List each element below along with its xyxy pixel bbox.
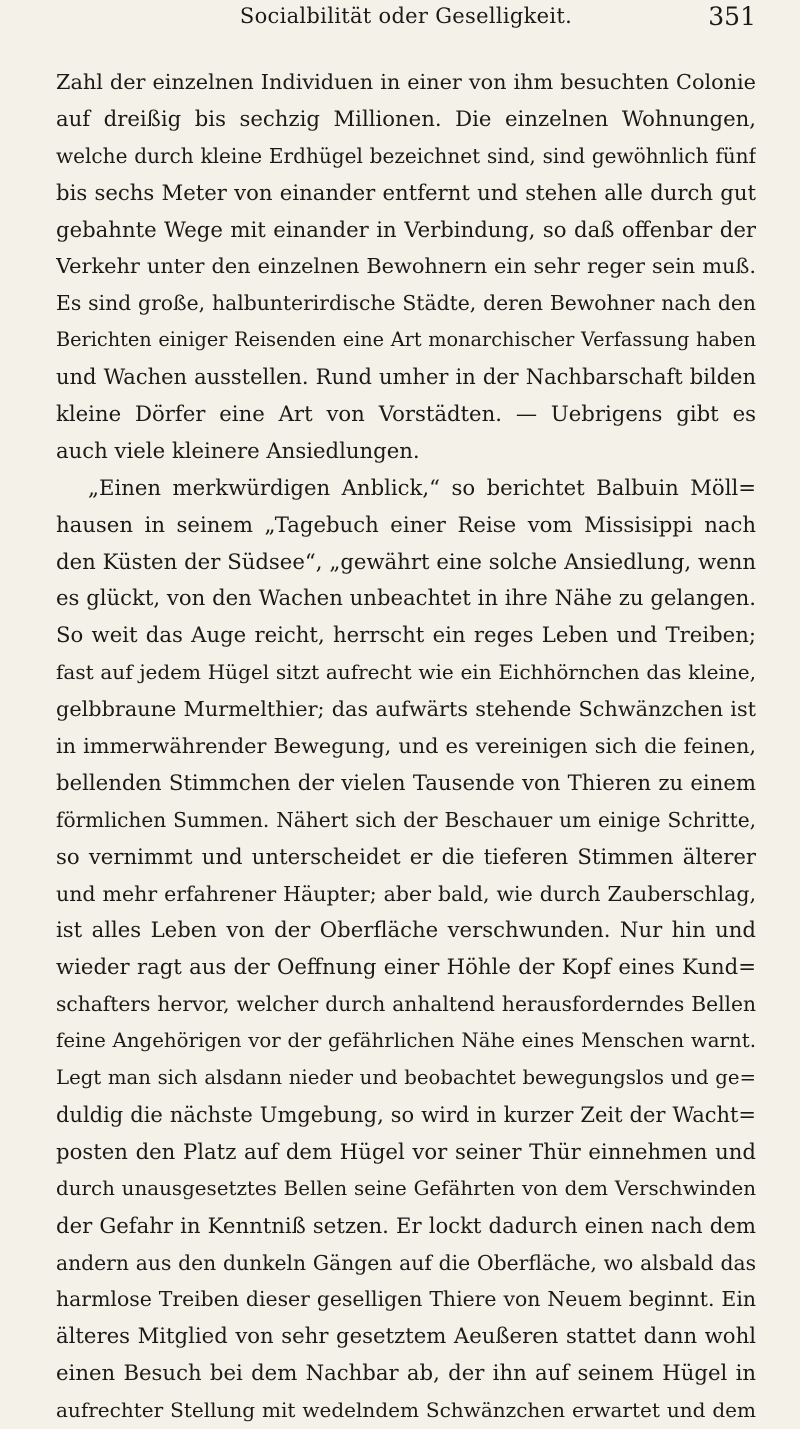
- text-line: und Wachen ausstellen. Rund umher in der Nachbarschaft bilden: [56, 365, 756, 390]
- text-line: Zahl der einzelnen Individuen in einer von ihm besuchten Colonie: [56, 70, 756, 94]
- text-line: Verkehr unter den einzelnen Bewohnern ein sehr reger sein muß.: [56, 254, 756, 279]
- text-line: schafters hervor, welcher durch anhaltend herausforderndes Bellen: [56, 992, 756, 1017]
- text-line: den Küsten der Südsee“, „gewährt eine solche Ansiedlung, wenn: [56, 548, 756, 574]
- text-line: auf dreißig bis sechzig Millionen. Die einzelnen Wohnungen,: [56, 105, 756, 131]
- page-number: 351: [708, 2, 756, 31]
- text-line: gebahnte Wege mit einander in Verbindung, so daß offenbar der: [56, 216, 756, 242]
- running-title: Socialbilität oder Geselligkeit.: [239, 4, 573, 28]
- text-line: ist alles Leben von der Oberfläche verschwunden. Nur hin und: [56, 917, 756, 943]
- text-line: andern aus den dunkeln Gängen auf die Oberfläche, wo alsbald das: [56, 1250, 756, 1275]
- text-line: duldig die nächste Umgebung, so wird in kurzer Zeit der Wacht=: [56, 1102, 756, 1127]
- text-line: gelbbraune Murmelthier; das aufwärts stehende Schwänzchen ist: [56, 697, 756, 722]
- text-line: fast auf jedem Hügel sitzt aufrecht wie ein Eichhörnchen das kleine,: [56, 660, 756, 685]
- text-line: hausen in seinem „Tagebuch einer Reise vom Missisippi nach: [56, 511, 756, 537]
- running-head: [56, 0, 756, 44]
- text-line: Berichten einiger Reisenden eine Art monarchischer Verfassung haben: [56, 328, 756, 352]
- text-line: harmlose Treiben dieser geselligen Thiere von Neuem beginnt. Ein: [56, 1287, 756, 1312]
- text-line: förmlichen Summen. Nähert sich der Beschauer um einige Schritte,: [56, 807, 756, 832]
- text-line: kleine Dörfer eine Art von Vorstädten. — Uebrigens gibt es: [56, 401, 756, 427]
- text-line: einen Besuch bei dem Nachbar ab, der ihn auf seinem Hügel in: [56, 1360, 756, 1386]
- text-line: wieder ragt aus der Oeffnung einer Höhle der Kopf eines Kund=: [56, 954, 756, 980]
- text-line: in immerwährender Bewegung, und es vereinigen sich die feinen,: [56, 734, 756, 759]
- text-line: so vernimmt und unterscheidet er die tieferen Stimmen älterer: [56, 843, 756, 869]
- text-line: posten den Platz auf dem Hügel vor seiner Thür einnehmen und: [56, 1138, 756, 1164]
- text-line: aufrechter Stellung mit wedelndem Schwänzchen erwartet und dem: [56, 1398, 756, 1423]
- text-line: Legt man sich alsdann nieder und beobachtet bewegungslos und ge=: [56, 1066, 756, 1090]
- text-line: und mehr erfahrener Häupter; aber bald, wie durch Zauberschlag,: [56, 881, 756, 906]
- text-line: feine Angehörigen vor der gefährlichen Nähe eines Menschen warnt.: [56, 1029, 756, 1053]
- text-line: bis sechs Meter von einander entfernt und stehen alle durch gut: [56, 179, 756, 205]
- text-line: älteres Mitglied von sehr gesetztem Aeußeren stattet dann wohl: [56, 1323, 756, 1349]
- text-line: „Einen merkwürdigen Anblick,“ so berichtet Balbuin Möll=: [88, 474, 756, 500]
- text-line: Es sind große, halbunterirdische Städte, deren Bewohner nach den: [56, 291, 756, 316]
- text-line: bellenden Stimmchen der vielen Tausende von Thieren zu einem: [56, 769, 756, 795]
- text-line: welche durch kleine Erdhügel bezeichnet sind, sind gewöhnlich fünf: [56, 143, 756, 168]
- text-line: auch viele kleinere Ansiedlungen.: [56, 437, 420, 463]
- text-line: der Gefahr in Kenntniß setzen. Er lockt dadurch einen nach dem: [56, 1212, 756, 1238]
- body-text: [56, 64, 756, 1429]
- text-line: durch unausgesetztes Bellen seine Gefährten von dem Verschwinden: [56, 1176, 756, 1200]
- text-line: So weit das Auge reicht, herrscht ein reges Leben und Treiben;: [56, 622, 756, 648]
- text-line: es glückt, von den Wachen unbeachtet in ihre Nähe zu gelangen.: [56, 585, 756, 611]
